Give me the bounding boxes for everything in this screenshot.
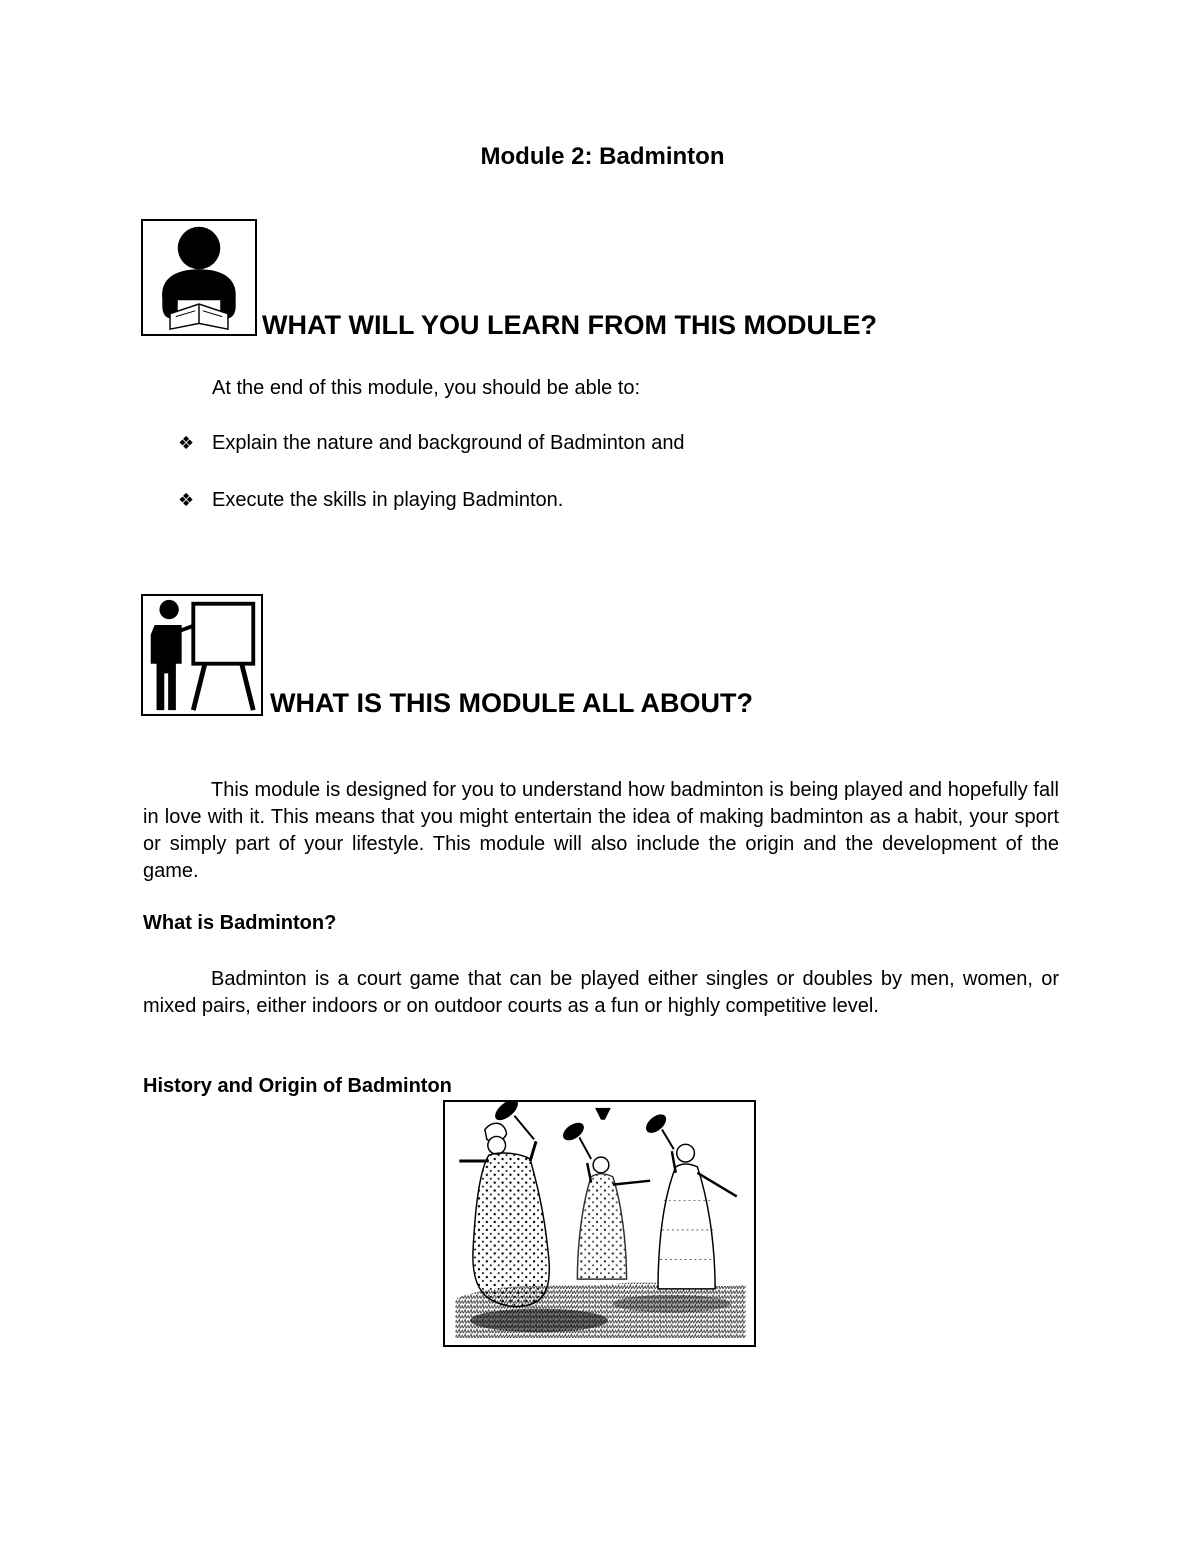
module-title: Module 2: Badminton [480,143,725,170]
about-heading: WHAT IS THIS MODULE ALL ABOUT? [270,688,753,718]
list-item-text: Execute the skills in playing Badminton. [212,489,564,511]
what-is-heading: What is Badminton? [143,912,337,934]
what-is-paragraph-text: Badminton is a court game that can be played either singles or doubles by men, women, or mixed pairs, either indoors or on outdoor courts as a fun or highly competitive level. [143,968,1059,1017]
learn-intro: At the end of this module, you should be able to: [212,377,641,399]
what-is-paragraph [143,966,1059,1020]
teacher-at-board-icon [141,594,263,716]
learn-heading: WHAT WILL YOU LEARN FROM THIS MODULE? [262,310,877,340]
list-item [178,489,563,512]
about-paragraph [143,777,1059,885]
bullet-diamond-icon: ❖ [178,433,195,453]
bullet-diamond-icon: ❖ [178,490,195,510]
list-item [178,432,685,455]
reader-with-book-icon [141,219,257,336]
three-women-playing-battledore-illustration [443,1100,756,1347]
about-paragraph-text: This module is designed for you to understand how badminton is being played and hopefully fall in love with it. This means that you might entertain the idea of making badminton as a habit, your sport or simply part of your lifestyle. This module will also include the origin and the development of the game. [143,779,1059,882]
history-heading: History and Origin of Badminton [143,1075,452,1097]
list-item-text: Explain the nature and background of Badminton and [212,432,685,454]
